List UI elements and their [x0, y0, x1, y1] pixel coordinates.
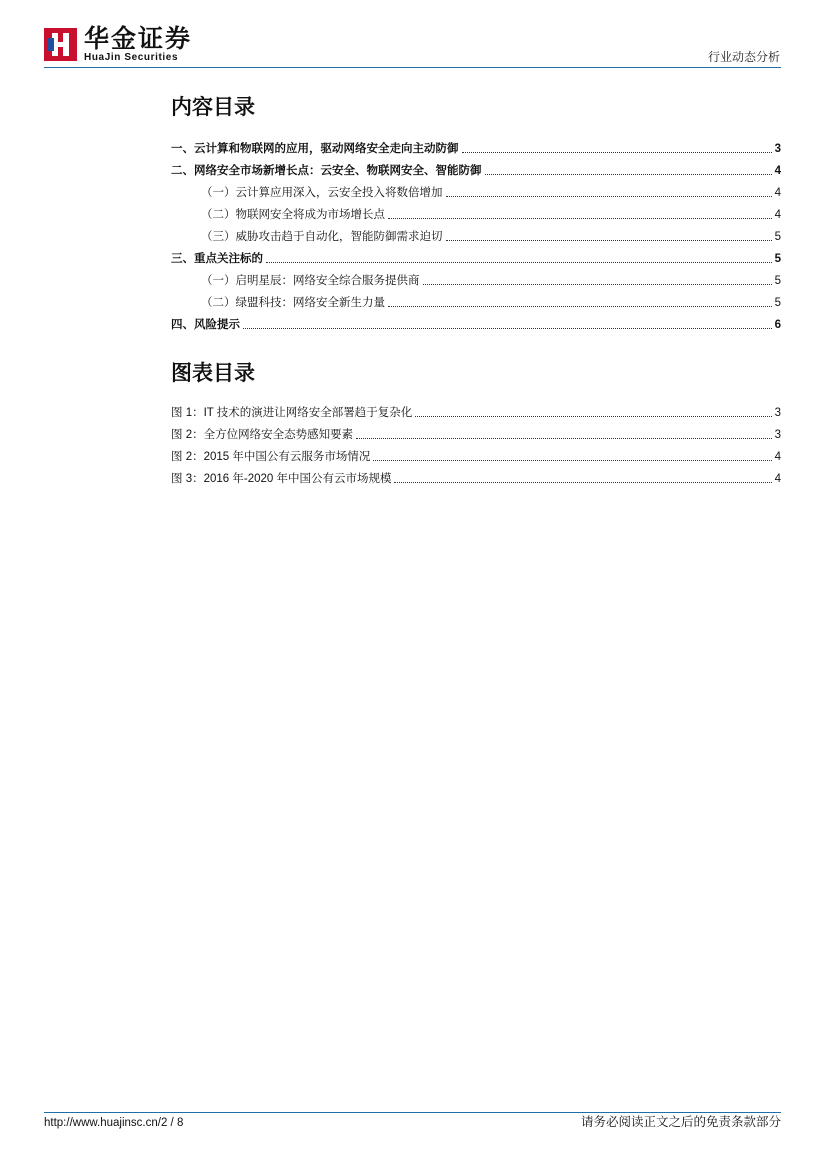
figure-entry[interactable] — [171, 464, 781, 486]
logo-chinese-name: 华金证券 — [84, 25, 193, 53]
figure-entry-label: 图 1：IT 技术的演进让网络安全部署趋于复杂化 — [171, 407, 413, 419]
toc-entry[interactable] — [171, 310, 781, 332]
dot-leader — [462, 151, 772, 153]
toc-entry[interactable] — [171, 222, 781, 244]
figure-entry[interactable] — [171, 398, 781, 420]
document-type: 行业动态分析 — [707, 50, 780, 64]
dot-leader — [485, 173, 772, 175]
toc-entry[interactable] — [171, 200, 781, 222]
figure-entry-page: 4 — [774, 473, 781, 485]
footer-disclaimer: 请务必阅读正文之后的免责条款部分 — [580, 1115, 781, 1129]
figure-entry-page: 3 — [774, 429, 781, 441]
toc-entry-page: 4 — [774, 187, 781, 199]
toc-entry-label: （二）绿盟科技：网络安全新生力量 — [201, 297, 385, 309]
huajin-logo-icon — [44, 28, 77, 61]
dot-leader — [423, 283, 772, 285]
toc-entry[interactable] — [171, 156, 781, 178]
toc-entry-label: （一）云计算应用深入，云安全投入将数倍增加 — [201, 187, 443, 199]
toc-entry-label: （三）威胁攻击趋于自动化，智能防御需求迫切 — [201, 231, 443, 243]
dot-leader — [446, 239, 772, 241]
toc-entry-label: 一、云计算和物联网的应用，驱动网络安全走向主动防御 — [171, 143, 459, 155]
dot-leader — [356, 437, 772, 439]
table-of-contents — [171, 134, 781, 332]
dot-leader — [388, 305, 772, 307]
toc-entry[interactable] — [171, 288, 781, 310]
list-of-figures — [171, 398, 781, 486]
figure-entry[interactable] — [171, 420, 781, 442]
footer-divider — [44, 1112, 781, 1113]
dot-leader — [266, 261, 772, 263]
toc-title: 内容目录 — [171, 96, 255, 119]
toc-entry[interactable] — [171, 134, 781, 156]
dot-leader — [446, 195, 772, 197]
figure-entry[interactable] — [171, 442, 781, 464]
toc-entry-page: 5 — [774, 253, 781, 265]
footer-url: http://www.huajinsc.cn/2 / 8 — [44, 1117, 184, 1129]
dot-leader — [373, 459, 771, 461]
figure-entry-label: 图 2：2015 年中国公有云服务市场情况 — [171, 451, 371, 463]
toc-entry-label: 二、网络安全市场新增长点：云安全、物联网安全、智能防御 — [171, 165, 482, 177]
dot-leader — [243, 327, 772, 329]
figure-entry-page: 4 — [774, 451, 781, 463]
toc-entry-page: 4 — [774, 165, 781, 177]
toc-entry-page: 5 — [774, 275, 781, 287]
logo-english-name: HuaJin Securities — [84, 52, 179, 63]
figure-entry-label: 图 3：2016 年-2020 年中国公有云市场规模 — [171, 473, 392, 485]
toc-entry-label: （一）启明星辰：网络安全综合服务提供商 — [201, 275, 420, 287]
toc-entry-label: （二）物联网安全将成为市场增长点 — [201, 209, 385, 221]
toc-entry-page: 3 — [774, 143, 781, 155]
header-divider — [44, 67, 781, 68]
page-header — [0, 0, 827, 70]
dot-leader — [388, 217, 772, 219]
toc-entry-page: 5 — [774, 297, 781, 309]
toc-entry[interactable] — [171, 266, 781, 288]
toc-entry-label: 四、风险提示 — [171, 319, 240, 331]
toc-entry-label: 三、重点关注标的 — [171, 253, 263, 265]
toc-entry-page: 5 — [774, 231, 781, 243]
toc-entry[interactable] — [171, 178, 781, 200]
toc-entry[interactable] — [171, 244, 781, 266]
figure-list-title: 图表目录 — [171, 362, 255, 385]
company-logo — [44, 25, 194, 64]
toc-entry-page: 6 — [774, 319, 781, 331]
figure-entry-page: 3 — [774, 407, 781, 419]
dot-leader — [394, 481, 771, 483]
toc-entry-page: 4 — [774, 209, 781, 221]
figure-entry-label: 图 2：全方位网络安全态势感知要素 — [171, 429, 354, 441]
dot-leader — [415, 415, 771, 417]
